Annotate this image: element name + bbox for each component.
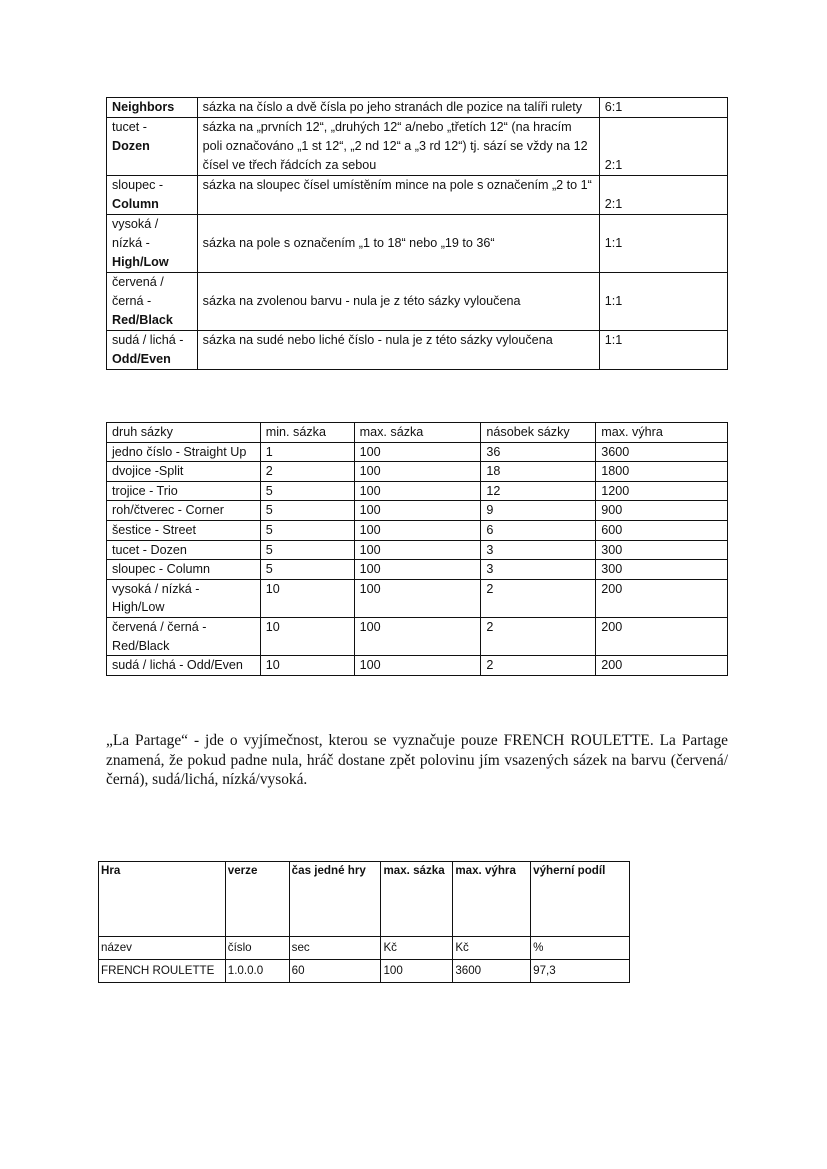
bet-type-cell: trojice - Trio <box>107 481 261 501</box>
column-header: násobek sázky <box>481 423 596 443</box>
table-row <box>107 176 728 215</box>
column-header: max. výhra <box>596 423 728 443</box>
unit-cell: Kč <box>453 937 531 960</box>
bet-name-cell <box>107 331 198 370</box>
column-header: Hra <box>99 862 226 937</box>
value-cell: 200 <box>596 617 728 655</box>
table-row <box>107 118 728 176</box>
bet-name-prefix: vysoká / nízká - <box>112 217 159 250</box>
unit-cell: číslo <box>225 937 289 960</box>
units-row <box>99 937 630 960</box>
table-row <box>107 560 728 580</box>
value-cell: 97,3 <box>531 960 630 983</box>
value-cell: 5 <box>260 540 354 560</box>
value-cell: 100 <box>354 462 481 482</box>
bet-name-bold: Neighbors <box>112 100 175 114</box>
bet-name-prefix: sloupec - <box>112 178 164 192</box>
bet-type-cell: sloupec - Column <box>107 560 261 580</box>
bet-name-bold: High/Low <box>112 255 169 269</box>
value-cell: 3 <box>481 560 596 580</box>
table-row <box>107 98 728 118</box>
table-row <box>107 617 728 655</box>
value-cell: 2 <box>481 579 596 617</box>
bet-payout-cell: 1:1 <box>599 273 727 331</box>
column-header: verze <box>225 862 289 937</box>
unit-cell: Kč <box>381 937 453 960</box>
bet-name-bold: Odd/Even <box>112 352 171 366</box>
bet-name-bold: Red/Black <box>112 313 173 327</box>
value-cell: 300 <box>596 560 728 580</box>
value-cell: 100 <box>354 560 481 580</box>
value-cell: 1 <box>260 442 354 462</box>
bet-name-prefix: sudá / lichá - <box>112 333 184 347</box>
bet-name-cell <box>107 118 198 176</box>
table-header-row <box>99 862 630 937</box>
bet-type-cell: šestice - Street <box>107 520 261 540</box>
column-header: max. sázka <box>354 423 481 443</box>
value-cell: 100 <box>354 540 481 560</box>
bet-type-cell: dvojice -Split <box>107 462 261 482</box>
column-header: max. výhra <box>453 862 531 937</box>
value-cell: 10 <box>260 656 354 676</box>
bet-name-cell <box>107 176 198 215</box>
table-row <box>107 481 728 501</box>
value-cell: 12 <box>481 481 596 501</box>
value-cell: 600 <box>596 520 728 540</box>
bet-payout-cell: 1:1 <box>599 331 727 370</box>
value-cell: 1200 <box>596 481 728 501</box>
value-cell: 100 <box>354 442 481 462</box>
value-cell: 200 <box>596 579 728 617</box>
la-partage-paragraph: „La Partage“ - jde o vyjímečnost, kterou se vyznačuje pouze FRENCH ROULETTE. La Partage znamená, že pokud padne nula, hráč dostane zpět polovinu jím vsazených sázek na barvu (červená/černá), sudá/lichá, nízká/vysoká. <box>106 732 728 789</box>
bet-description-cell: sázka na zvolenou barvu - nula je z této sázky vyloučena <box>197 273 599 331</box>
value-cell: 60 <box>289 960 381 983</box>
bet-payout-cell: 2:1 <box>599 176 727 215</box>
value-cell: 900 <box>596 501 728 521</box>
bet-types-table <box>106 97 728 370</box>
value-cell: 3600 <box>453 960 531 983</box>
table-row <box>107 520 728 540</box>
value-cell: 100 <box>354 481 481 501</box>
bet-type-cell: červená / černá - Red/Black <box>107 617 261 655</box>
bet-payout-cell: 2:1 <box>599 118 727 176</box>
bet-type-cell: jedno číslo - Straight Up <box>107 442 261 462</box>
value-cell: 3600 <box>596 442 728 462</box>
game-info-table <box>98 861 630 983</box>
table-row <box>107 215 728 273</box>
bet-name-bold: Dozen <box>112 139 150 153</box>
bet-limits-table <box>106 422 728 676</box>
values-row <box>99 960 630 983</box>
bet-type-cell: tucet - Dozen <box>107 540 261 560</box>
value-cell: 2 <box>481 617 596 655</box>
bet-name-cell <box>107 273 198 331</box>
column-header: výherní podíl <box>531 862 630 937</box>
unit-cell: název <box>99 937 226 960</box>
bet-type-cell: vysoká / nízká - High/Low <box>107 579 261 617</box>
value-cell: 200 <box>596 656 728 676</box>
value-cell: 100 <box>381 960 453 983</box>
table-row <box>107 579 728 617</box>
column-header: max. sázka <box>381 862 453 937</box>
value-cell: 5 <box>260 560 354 580</box>
bet-description-cell: sázka na sloupec čísel umístěním mince na pole s označením „2 to 1“ <box>197 176 599 215</box>
bet-description-cell: sázka na sudé nebo liché číslo - nula je z této sázky vyloučena <box>197 331 599 370</box>
bet-type-cell: roh/čtverec - Corner <box>107 501 261 521</box>
value-cell: 2 <box>260 462 354 482</box>
value-cell: 5 <box>260 501 354 521</box>
bet-payout-cell: 1:1 <box>599 215 727 273</box>
bet-description-cell: sázka na pole s označením „1 to 18“ nebo „19 to 36“ <box>197 215 599 273</box>
column-header: min. sázka <box>260 423 354 443</box>
table-row <box>107 442 728 462</box>
value-cell: 100 <box>354 520 481 540</box>
value-cell: 9 <box>481 501 596 521</box>
value-cell: 100 <box>354 656 481 676</box>
value-cell: 18 <box>481 462 596 482</box>
column-header: čas jedné hry <box>289 862 381 937</box>
value-cell: 36 <box>481 442 596 462</box>
column-header: druh sázky <box>107 423 261 443</box>
table-row <box>107 540 728 560</box>
table-row <box>107 656 728 676</box>
value-cell: 300 <box>596 540 728 560</box>
value-cell: FRENCH ROULETTE <box>99 960 226 983</box>
bet-name-bold: Column <box>112 197 159 211</box>
bet-description-cell: sázka na číslo a dvě čísla po jeho stranách dle pozice na talíři rulety <box>197 98 599 118</box>
value-cell: 5 <box>260 481 354 501</box>
bet-name-cell <box>107 98 198 118</box>
bet-name-cell <box>107 215 198 273</box>
value-cell: 100 <box>354 501 481 521</box>
value-cell: 10 <box>260 617 354 655</box>
bet-name-prefix: červená / černá - <box>112 275 164 308</box>
value-cell: 1800 <box>596 462 728 482</box>
value-cell: 2 <box>481 656 596 676</box>
table-row <box>107 273 728 331</box>
value-cell: 5 <box>260 520 354 540</box>
table-row <box>107 462 728 482</box>
bet-payout-cell: 6:1 <box>599 98 727 118</box>
unit-cell: % <box>531 937 630 960</box>
value-cell: 3 <box>481 540 596 560</box>
table-row <box>107 501 728 521</box>
value-cell: 1.0.0.0 <box>225 960 289 983</box>
table-row <box>107 331 728 370</box>
bet-name-prefix: tucet - <box>112 120 147 134</box>
table-header-row <box>107 423 728 443</box>
value-cell: 10 <box>260 579 354 617</box>
bet-type-cell: sudá / lichá - Odd/Even <box>107 656 261 676</box>
value-cell: 100 <box>354 617 481 655</box>
value-cell: 100 <box>354 579 481 617</box>
bet-description-cell: sázka na „prvních 12“, „druhých 12“ a/nebo „třetích 12“ (na hracím poli označováno „1 st 12“, „2 nd 12“ a „3 rd 12“) tj. sází se vždy na 12 čísel ve třech řádcích za sebou <box>197 118 599 176</box>
unit-cell: sec <box>289 937 381 960</box>
value-cell: 6 <box>481 520 596 540</box>
